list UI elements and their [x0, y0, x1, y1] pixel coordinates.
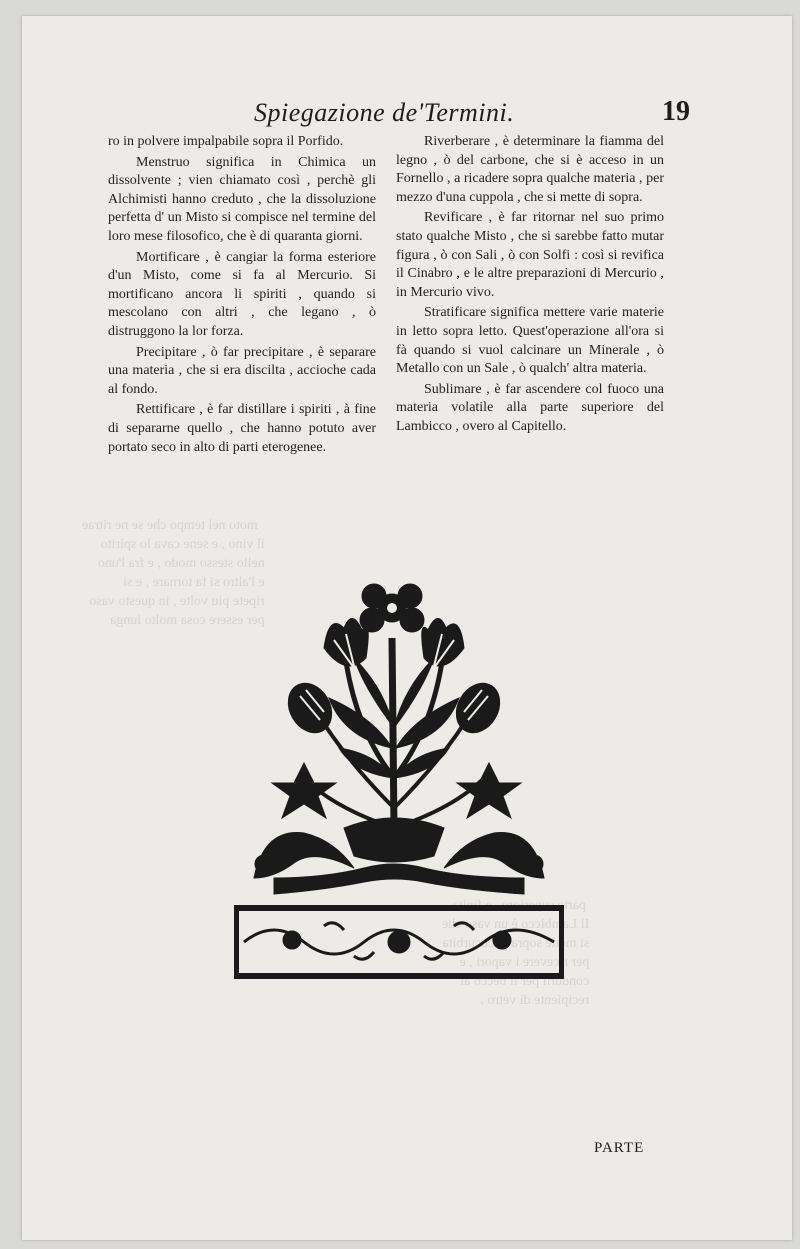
glossary-entry-riverberare: Riverberare , è determinare la fiamma del legno , ò del carbone, che si è acceso in un Fornello , a ricadere sopra qualche materia , per mezzo d'una cuppola , che si mette di sopra. — [396, 134, 664, 205]
book-page — [22, 16, 792, 1240]
glossary-entry-stratificare: Stratificare significa mettere varie materie in letto sopra letto. Quest'operazione all'ora si fà quando si vuol calcinare un Minerale , ò Metallo con un Sale , ò qualch' altra materia. — [396, 305, 664, 377]
glossary-entry-rettificare: Rettificare , è far distillare i spiriti , à fine di separarne quello , che hanno potuto aver portato seco in alto di parti eterogenee. — [108, 402, 376, 455]
glossary-entry-precipitare: Precipitare , ò far precipitare , è separare una materia , che si era discilta , accioche cada al fondo. — [108, 344, 376, 397]
glossary-entry-mortificare: Mortificare , è cangiar la forma esteriore d'un Misto, come si fa al Mercurio. Si mortificano ancora li spiriti , quando si mescolano con altri , che legano , ò distruggono la lor forza. — [108, 249, 376, 339]
floral-woodcut-icon — [234, 578, 564, 980]
glossary-entry-menstruo: Menstruo significa in Chimica un dissolvente ; vien chiamato così , perchè gli Alchimisti hanno creduto , che la dissoluzione perfetta d' un Misto si compisce nel termine del loro mese filosofico, che è di quaranta giorni. — [108, 154, 376, 244]
right-text-column — [396, 133, 664, 437]
glossary-entry-revificare: Revificare , è far ritornar nel suo primo stato qualche Misto , che si sarebbe fatto mutar figura , ò con Sali , ò con Solfi : così si revifica il Cinabro , e le altre preparazioni di Mercurio , in Mercurio vivo. — [396, 210, 664, 300]
paragraph: ro in polvere impalpabile sopra il Porfido. — [108, 134, 344, 149]
show-through-text: parte superiore , e finita , Il Lambicco è un vaso che si mette sopra cucurbita per ricevere i vapori , e condurli per il becco al recipiente di vetro . — [442, 898, 590, 1008]
glossary-entry-sublimare: Sublimare , è far ascendere col fuoco una materia volatile alla parte superiore del Lambicco , overo al Capitello. — [396, 381, 664, 434]
left-text-column — [108, 133, 376, 457]
catchword: PARTE — [594, 1140, 645, 1156]
page-number: 19 — [662, 96, 690, 127]
show-through-text: moto nel tempo che se ne ritrae il vino , e sene cava lo spirito nello stesso modo , e fra l'uno e l'altro si fa tornare , e si ripete piu volte , in questo vaso per essere cosa molto lunga — [82, 518, 265, 628]
page-title: Spiegazione de'Termini. — [254, 98, 515, 127]
